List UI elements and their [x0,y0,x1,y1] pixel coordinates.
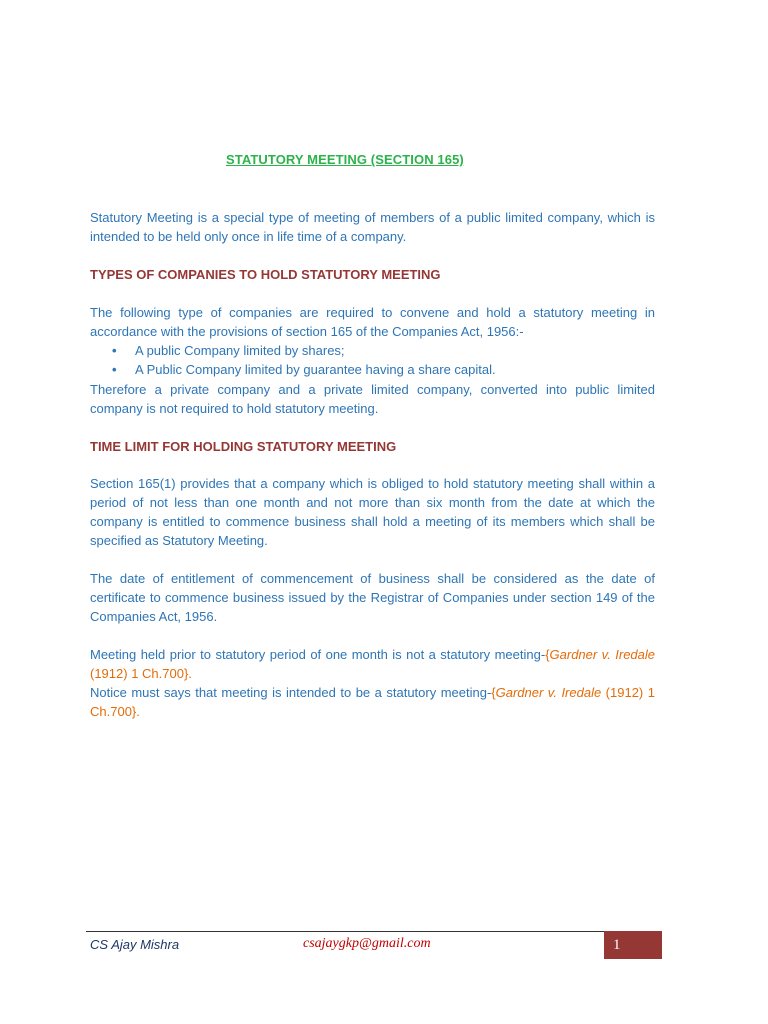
company-types-list [90,341,655,379]
footer-email: csajaygkp@gmail.com [303,936,431,951]
section-heading-time-limit: TIME LIMIT FOR HOLDING STATUTORY MEETING [90,439,397,454]
case-name: Gardner v. Iredale [549,647,655,662]
list-item-text: A public Company limited by shares; [135,343,345,358]
notice-paragraph [90,683,655,721]
bullet-icon: • [112,343,117,358]
private-company-paragraph: Therefore a private company and a private limited company, converted into public limited company is not required to hold statutory meeting. [90,382,655,416]
types-paragraph: The following type of companies are required to convene and hold a statutory meeting in accordance with the provisions of section 165 of the Companies Act, 1956:- [90,305,655,339]
section-165-paragraph: Section 165(1) provides that a company which is obliged to hold statutory meeting shall within a period of not less than one month and not more than six month from the date at which the company is entitled to commence business shall hold a meeting of its members which shall be specified as Statutory Meeting. [90,476,655,548]
footer-divider [86,931,604,932]
list-item [90,360,655,379]
page-title: STATUTORY MEETING (SECTION 165) [226,152,464,167]
footer-author: CS Ajay Mishra [90,937,180,952]
case-name: Gardner v. Iredale [495,685,602,700]
section-heading-types: TYPES OF COMPANIES TO HOLD STATUTORY MEETING [90,267,441,282]
entitlement-paragraph: The date of entitlement of commencement of business shall be considered as the date of certificate to commence business issued by the Registrar of Companies under section 149 of the Companies Act, 1956. [90,571,655,624]
prior-meeting-paragraph [90,645,655,683]
list-item [90,341,655,360]
intro-paragraph: Statutory Meeting is a special type of meeting of members of a public limited company, which is intended to be held only once in life time of a company. [90,210,655,244]
paragraph-text: Notice must says that meeting is intended to be a statutory meeting- [90,685,492,700]
page-number: 1 [604,931,662,959]
list-item-text: A Public Company limited by guarantee having a share capital. [135,362,496,377]
case-citation: {Gardner v. Iredale (1912) 1 Ch.700}. [90,647,655,681]
bullet-icon: • [112,362,117,377]
case-citation: {Gardner v. Iredale (1912) 1 Ch.700}. [90,685,655,719]
paragraph-text: Meeting held prior to statutory period of one month is not a statutory meeting- [90,647,546,662]
